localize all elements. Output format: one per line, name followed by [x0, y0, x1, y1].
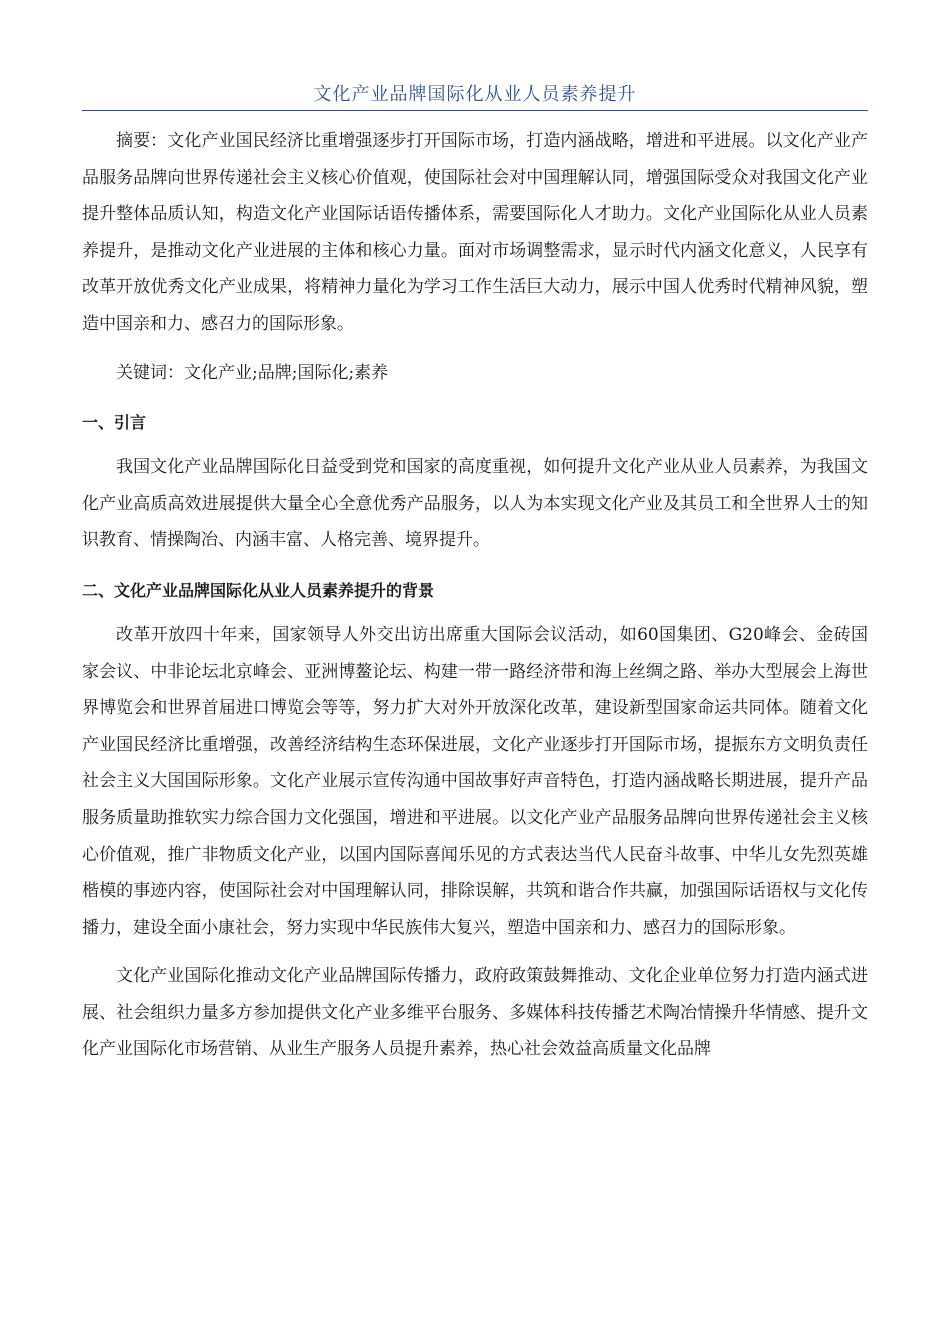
document-page	[82, 80, 868, 1068]
background-paragraph-2: 文化产业国际化推动文化产业品牌国际传播力，政府政策鼓舞推动、文化企业单位努力打造内涵式进展、社会组织力量多方参加提供文化产业多维平台服务、多媒体科技传播艺术陶冶情操升华情感、提升文化产业国际化市场营销、从业生产服务人员提升素养，热心社会效益高质量文化品牌	[82, 966, 868, 1060]
running-header-title: 文化产业品牌国际化从业人员素养提升	[313, 84, 637, 105]
abstract-paragraph: 摘要：文化产业国民经济比重增强逐步打开国际市场，打造内涵战略，增进和平进展。以文化产业产品服务品牌向世界传递社会主义核心价值观，使国际社会对中国理解认同，增强国际受众对我国文化产业提升整体品质认知，构造文化产业国际话语传播体系，需要国际化人才助力。文化产业国际化从业人员素养提升，是推动文化产业进展的主体和核心力量。面对市场调整需求，显示时代内涵文化意义，人民享有改革开放优秀文化产业成果，将精神力量化为学习工作生活巨大动力，展示中国人优秀时代精神风貌，塑造中国亲和力、感召力的国际形象。	[82, 131, 868, 334]
section-heading-background: 二、文化产业品牌国际化从业人员素养提升的背景	[82, 580, 435, 600]
section-heading-introduction: 一、引言	[82, 413, 147, 433]
background-paragraph-1: 改革开放四十年来，国家领导人外交出访出席重大国际会议活动，如60国集团、G20峰会、金砖国家会议、中非论坛北京峰会、亚洲博鳌论坛、构建一带一路经济带和海上丝绸之路、举办大型展会上海世界博览会和世界首届进口博览会等等，努力扩大对外开放深化改革，建设新型国家命运共同体。随着文化产业国民经济比重增强，改善经济结构生态环保进展，文化产业逐步打开国际市场，提振东方文明负责任社会主义大国国际形象。文化产业展示宣传沟通中国故事好声音特色，打造内涵战略长期进展，提升产品服务质量助推软实力综合国力文化强国，增进和平进展。以文化产业产品服务品牌向世界传递社会主义核心价值观，推广非物质文化产业，以国内国际喜闻乐见的方式表达当代人民奋斗故事、中华儿女先烈英雄楷模的事迹内容，使国际社会对中国理解认同，排除误解，共筑和谐合作共赢，加强国际话语权与文化传播力，建设全面小康社会，努力实现中华民族伟大复兴，塑造中国亲和力、感召力的国际形象。	[82, 624, 868, 938]
keywords-line: 关键词：文化产业;品牌;国际化;素养	[116, 362, 389, 383]
introduction-paragraph: 我国文化产业品牌国际化日益受到党和国家的高度重视，如何提升文化产业从业人员素养，为我国文化产业高质高效进展提供大量全心全意优秀产品服务，以人为本实现文化产业及其员工和全世界人士的知识教育、情操陶冶、内涵丰富、人格完善、境界提升。	[82, 457, 868, 551]
header-divider	[82, 110, 868, 111]
